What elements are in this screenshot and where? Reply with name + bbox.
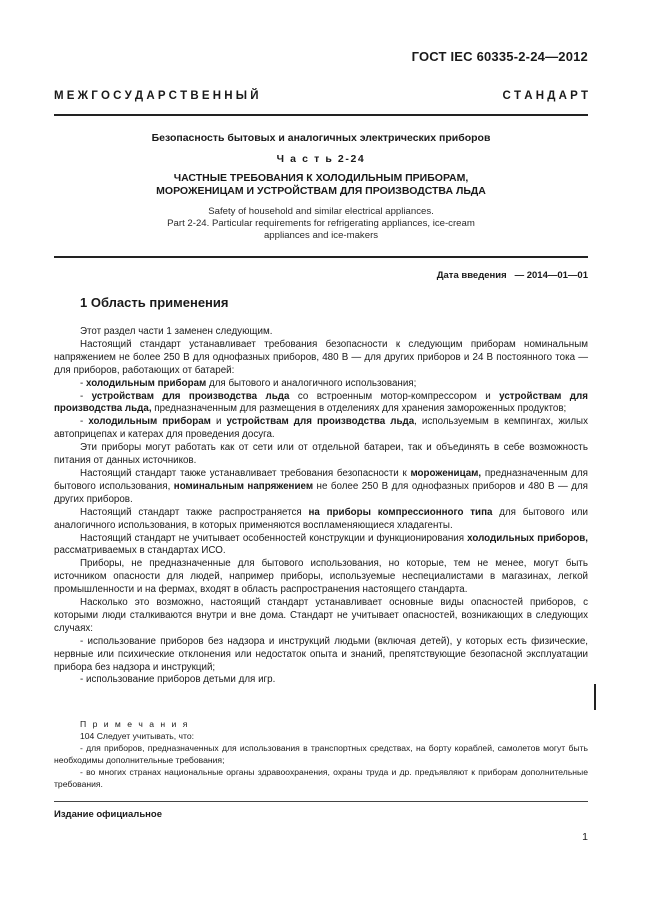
bold-term: устройствам для производства льда, [54,390,588,415]
paragraph: Приборы, не предназначенные для бытового использования, но которые, тем не менее, могут быть источником опасности для людей, например приборы, используемые неспециалистами в магазинах, легкой промышленности и на фермах, входят в область распространения настоящего стандарта. [54,558,588,596]
interstate-word: М Е Ж Г О С У Д А Р С Т В Е Н Н Ы Й [54,90,259,102]
date-value: — 2014—01—01 [514,270,588,281]
top-rule [54,114,588,116]
note-item: 104 Следует учитывать, что: [80,731,194,741]
text-run: - [80,390,92,402]
bold-term: холодильным приборам [85,377,207,389]
bold-term: устройствам для производства льда [226,416,415,428]
text-run: Настоящий стандарт также распространяется [80,506,309,518]
note-item: - во многих странах национальные органы здравоохранения, охраны труда и др. предъявляют к приборам дополнительные требования. [54,767,588,789]
bold-term: холодильных приборов, [467,532,588,544]
text-run: для бытового и аналогичного использования; [206,377,417,389]
special-title-line: МОРОЖЕНИЦАМ И УСТРОЙСТВАМ ДЛЯ ПРОИЗВОДСТВА ЛЬДА [156,185,486,197]
paragraph: Этот раздел части 1 заменен следующим. [80,326,273,337]
text-run: для бытового или аналогичного использования, в которых применяются воспламеняющиеся хладагенты. [54,506,589,531]
list-item [54,391,588,417]
english-title-line: Safety of household and similar electrical appliances. [208,206,434,217]
notes-block [54,718,588,790]
document-title: Безопасность бытовых и аналогичных электрических приборов [151,132,491,144]
note-item: - для приборов, предназначенных для использования в транспортных средствах, на борту кораблей, самолетов могут быть необходимы дополнительные требования; [54,743,588,765]
standard-number: ГОСТ IEC 60335-2-24—2012 [411,49,588,64]
section-body [54,326,588,687]
bold-term: номинальным напряжением [173,480,314,492]
english-title [54,206,588,242]
paragraph: Насколько это возможно, настоящий стандарт устанавливает основные виды опасностей приборов, с которыми люди сталкиваются внутри и вне дома. Стандарт не учитывает опасностей, возникающих в следующих случаях: [54,597,588,634]
text-run: со встроенным мотор-компрессором и [289,390,500,402]
interstate-standard-heading [54,90,588,102]
section-heading: 1 Область применения [80,295,229,310]
introduction-date [437,270,588,281]
date-label: Дата введения [436,270,507,281]
text-run: и [210,416,227,428]
text-run: не более 250 В для однофазных приборов и 480 В — для других приборов. [54,480,588,505]
bold-term: на приборы компрессионного типа [308,506,493,518]
paragraph: Эти приборы могут работать как от сети или от отдельной батареи, так и объединять в себе возможность питания от данных источников. [54,442,588,467]
english-title-line: Part 2-24. Particular requirements for refrigerating appliances, ice-cream [167,218,475,229]
text-run: Настоящий стандарт также устанавливает требования безопасности к [80,467,411,479]
paragraph: Настоящий стандарт устанавливает требования безопасности к следующим приборам номинальным напряжением не более 250 В для однофазных приборов, 480 В — для других приборов и 24 В постоянного тока — для приборов, работающих от батарей: [54,338,588,376]
standard-word: С Т А Н Д А Р Т [502,90,588,102]
text-run: Настоящий стандарт не учитывает особенностей конструкции и функционирования [80,532,468,544]
list-item: - использование приборов детьми для игр. [80,674,276,686]
text-run: , используемым в кемпингах, жилых автоприцепах и катерах для проведения досуга. [54,416,589,441]
change-bar [594,684,596,710]
special-title-line: ЧАСТНЫЕ ТРЕБОВАНИЯ К ХОЛОДИЛЬНЫМ ПРИБОРАМ, [173,172,469,184]
page-number: 1 [582,831,588,843]
list-item: - использование приборов без надзора и инструкций людьми (включая детей), у которых есть физические, нервные или психические отклонения или недостаток опыта и знаний, препятствующие безопасной эксплуатации прибора без надзора и инструкций; [54,635,588,673]
english-title-line: appliances and ice-makers [263,230,379,241]
special-requirements-title [54,172,588,198]
list-item: - холодильным приборам и устройствам для производства льда, используемым в кемпингах, жилых автоприцепах и катерах для проведения досуга. [54,416,589,441]
paragraph [54,468,588,507]
text-run: предназначенным для бытового использования, [54,467,588,492]
bottom-rule [54,256,588,258]
list-item: - холодильным приборам для бытового и аналогичного использования; [80,377,417,389]
text-run: предназначенным для размещения в отделениях для хранения замороженных продуктов; [151,403,567,415]
bold-term: мороженицам, [410,467,482,479]
footer-rule [54,801,588,802]
part-number: Ч а с т ь 2-24 [276,153,366,165]
notes-heading: П р и м е ч а н и я [80,719,190,729]
text-run: рассматриваемых в стандартах ИСО. [54,545,226,557]
paragraph [54,507,588,533]
title-block [54,132,588,242]
bold-term: устройствам для производства льда [91,390,290,402]
bold-term: холодильным приборам [88,416,211,428]
official-edition-label: Издание официальное [54,809,162,820]
paragraph [54,533,588,559]
